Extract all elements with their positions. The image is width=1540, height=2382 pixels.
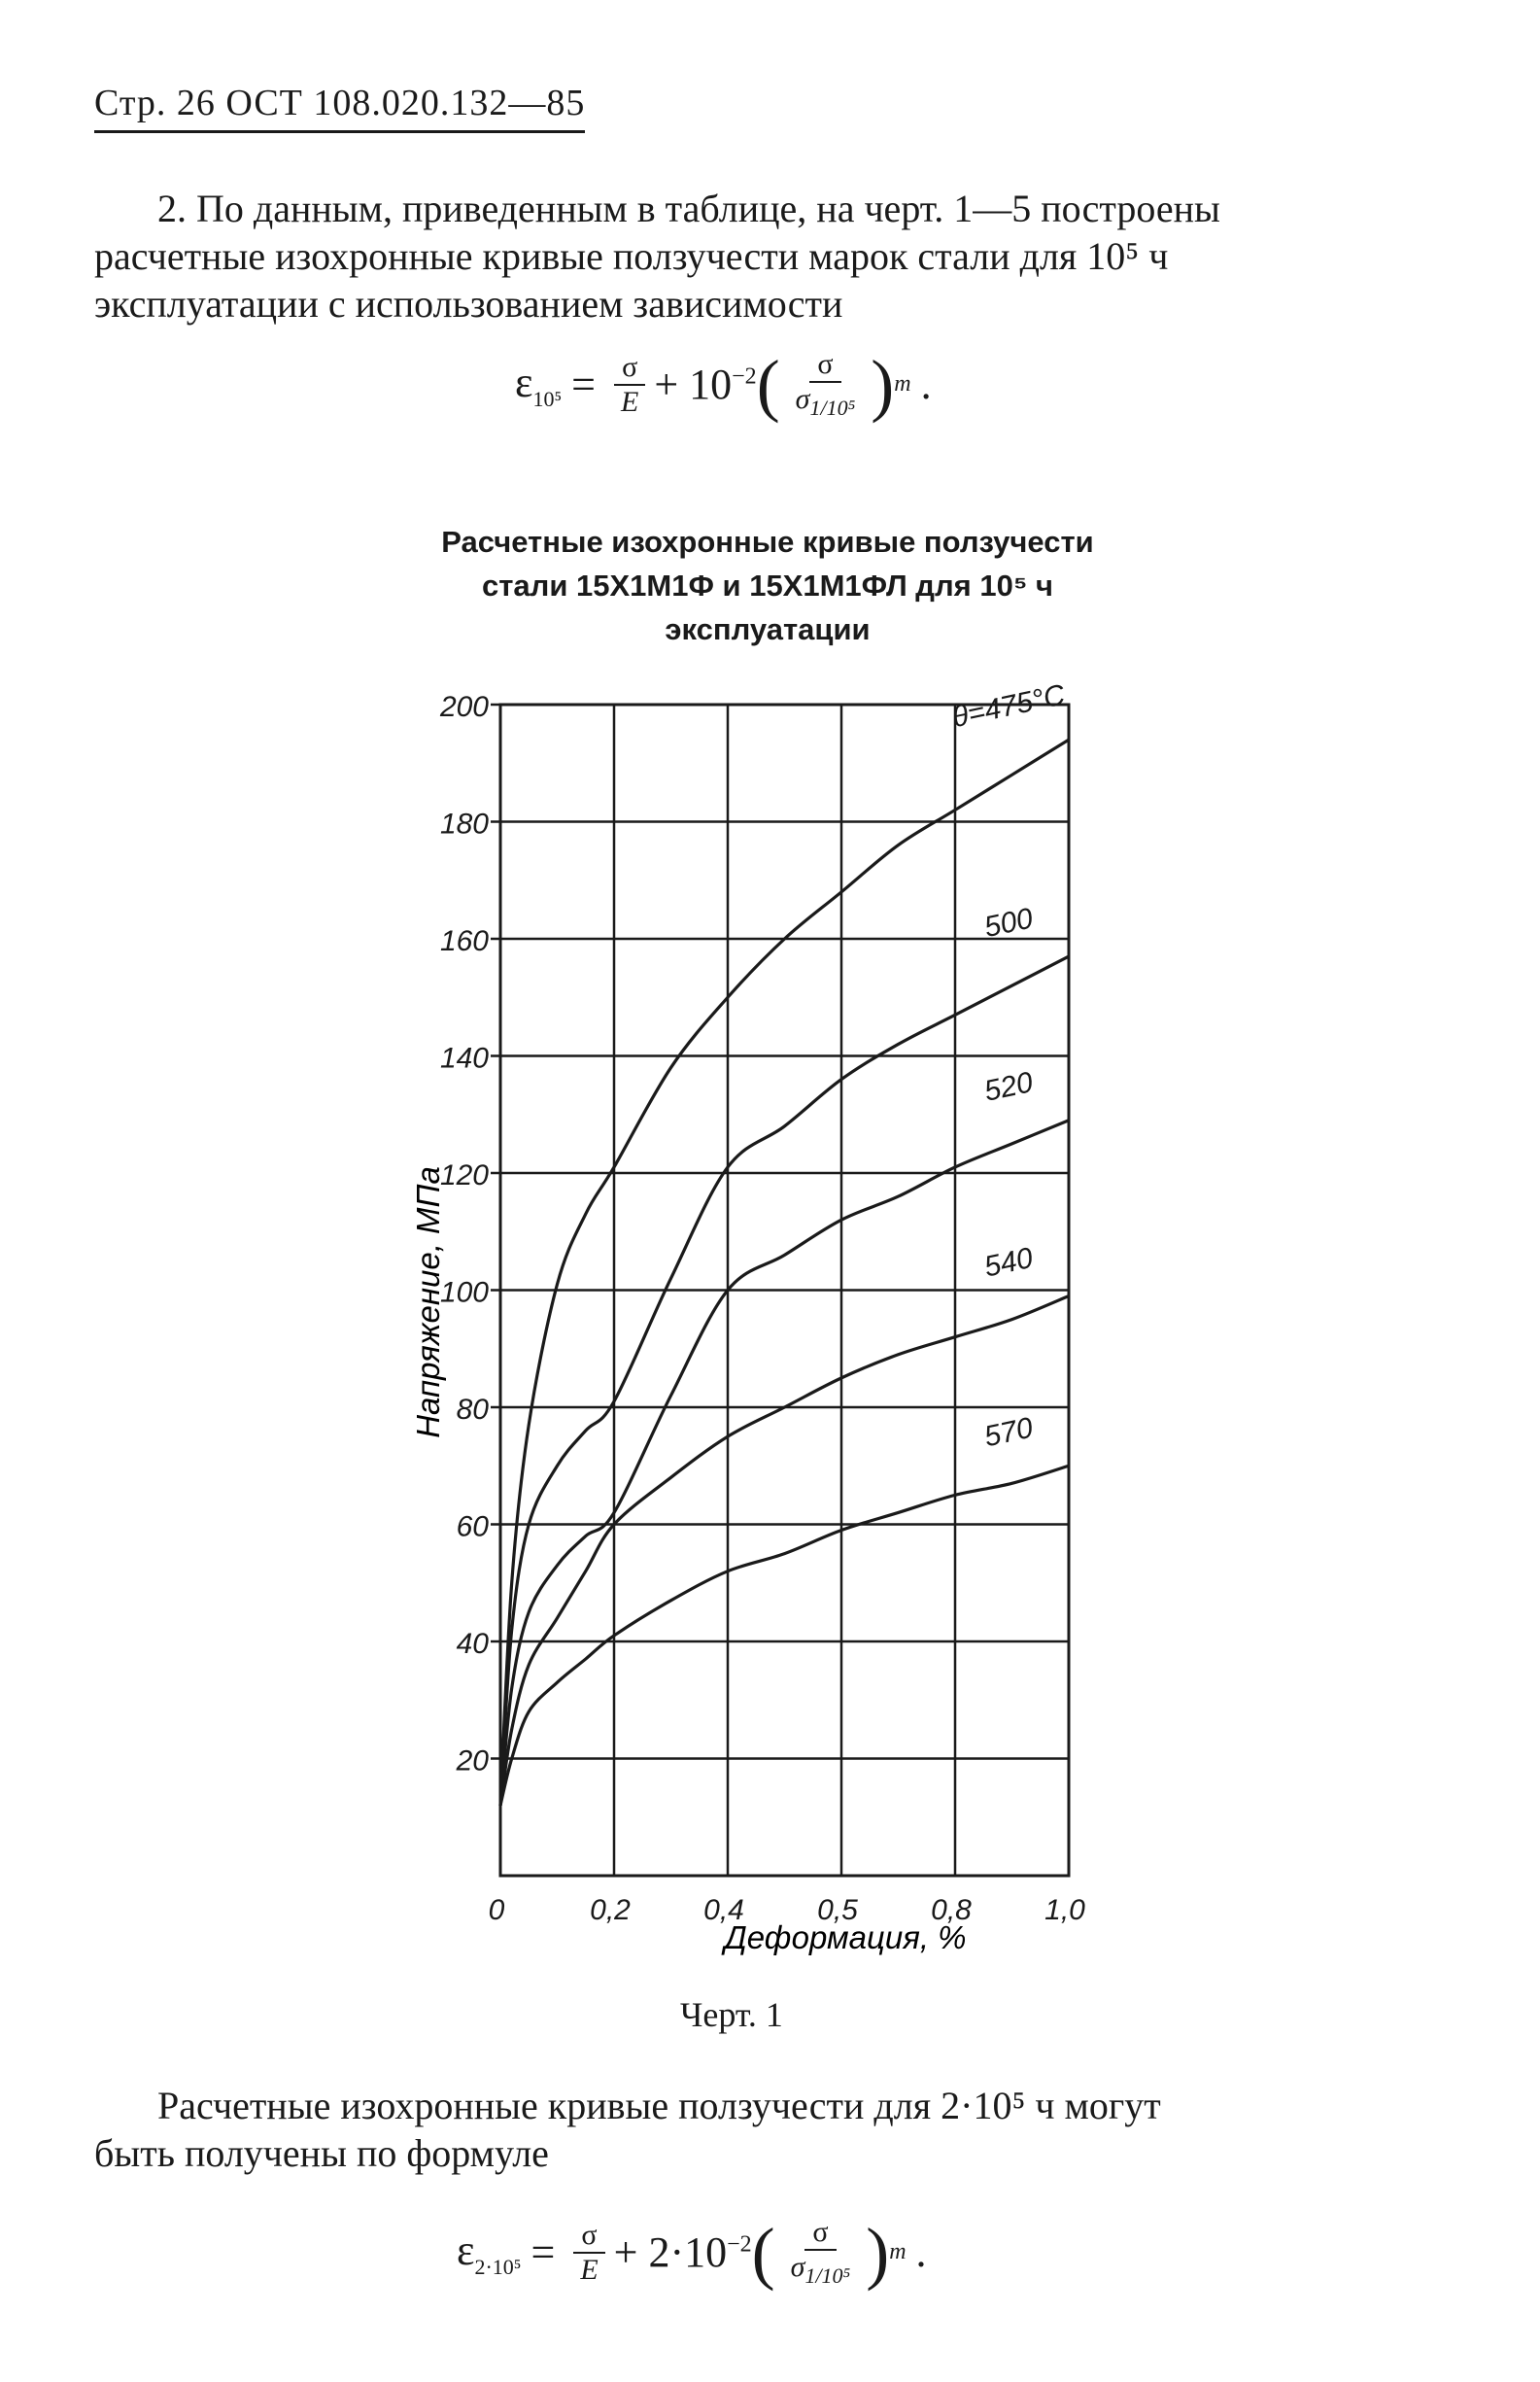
y-tick-label: 80 xyxy=(456,1394,489,1426)
x-tick-label: 0 xyxy=(488,1894,505,1926)
y-axis-label: Напряжение, МПа xyxy=(410,1166,446,1438)
formula-power: m xyxy=(889,2239,907,2264)
x-tick-label: 0,2 xyxy=(590,1894,631,1926)
series-label: θ=475°C xyxy=(949,678,1068,735)
formula-fraction-creep: $\frac{\sigma}{\sigma_{1/10^5}}$ xyxy=(790,2216,851,2288)
formula-plus-term: + $2\cdot 10^{-2}$ xyxy=(613,2228,752,2276)
y-tick-label: 100 xyxy=(439,1276,489,1309)
formula-10e5: $\varepsilon_{10^5}$ = $\frac{\sigma}{E}$ + $10^{-2}$ ( $\frac{\sigma}{\sigma_{1/10^5}}$ ) m . xyxy=(515,345,932,424)
chart-title-line: стали 15Х1М1Ф и 15Х1М1ФЛ для 10⁵ ч xyxy=(481,569,1054,603)
x-tick-label: 1,0 xyxy=(1044,1894,1085,1926)
series-label: 540 xyxy=(981,1241,1036,1284)
formula-lhs: $\varepsilon_{2\cdot 10^5}$ xyxy=(457,2226,522,2279)
creep-curve xyxy=(500,1466,1069,1805)
y-tick-label: 160 xyxy=(439,925,489,957)
x-tick-label: 0,5 xyxy=(817,1894,858,1926)
formula-plus-term: + $10^{-2}$ xyxy=(654,361,757,408)
formula-lhs: $\varepsilon_{10^5}$ xyxy=(515,358,563,411)
y-tick-label: 120 xyxy=(439,1159,489,1191)
formula-2x10e5: $\varepsilon_{2\cdot 10^5}$ = $\frac{\sigma}{E}$ + $2\cdot 10^{-2}$ ( $\frac{\sigma}{\sigma_{1/10^5}}$ ) m . xyxy=(457,2213,927,2292)
formula-equals: = xyxy=(571,361,596,408)
y-tick-label: 180 xyxy=(439,808,489,841)
x-axis-label: Деформация, % xyxy=(724,1919,967,1955)
y-tick-label: 140 xyxy=(439,1042,489,1075)
x-tick-label: 0,4 xyxy=(703,1894,744,1926)
paragraph-line: быть получены по формуле xyxy=(94,2131,549,2175)
creep-curve xyxy=(500,1296,1069,1806)
y-tick-label: 20 xyxy=(456,1744,489,1778)
formula-equals: = xyxy=(530,2228,556,2276)
y-tick-label: 200 xyxy=(439,691,489,723)
series-label: 520 xyxy=(981,1066,1036,1108)
formula-fraction-creep: $\frac{\sigma}{\sigma_{1/10^5}}$ xyxy=(795,348,856,420)
series-label: 570 xyxy=(981,1411,1036,1454)
chart-title-line: Расчетные изохронные кривые ползучести xyxy=(441,525,1094,559)
paragraph-line: расчетные изохронные кривые ползучести марок стали для 10⁵ ч xyxy=(94,234,1169,278)
figure-caption: Черт. 1 xyxy=(680,1995,783,2034)
page-header: Стр. 26 ОСТ 108.020.132—85 xyxy=(94,82,585,133)
y-tick-label: 40 xyxy=(456,1628,489,1660)
formula-fraction-elastic: $\frac{\sigma}{E}$ xyxy=(572,2219,605,2287)
paragraph-line: Расчетные изохронные кривые ползучести для 2·10⁵ ч могут xyxy=(157,2084,1161,2127)
chart-title-line: эксплуатации xyxy=(665,612,871,646)
paragraph-line: эксплуатации с использованием зависимости xyxy=(94,282,843,326)
formula-power: m xyxy=(894,371,911,397)
creep-curve xyxy=(500,1121,1069,1806)
paragraph-line: 2. По данным, приведенным в таблице, на черт. 1—5 построены xyxy=(157,187,1220,230)
creep-curve xyxy=(500,740,1069,1806)
y-tick-label: 60 xyxy=(456,1510,489,1543)
paragraph-2e5 xyxy=(94,2082,1445,2177)
formula-fraction-elastic: $\frac{\sigma}{E}$ xyxy=(613,351,646,419)
series-label: 500 xyxy=(981,902,1036,945)
x-tick-label: 0,8 xyxy=(931,1894,972,1926)
